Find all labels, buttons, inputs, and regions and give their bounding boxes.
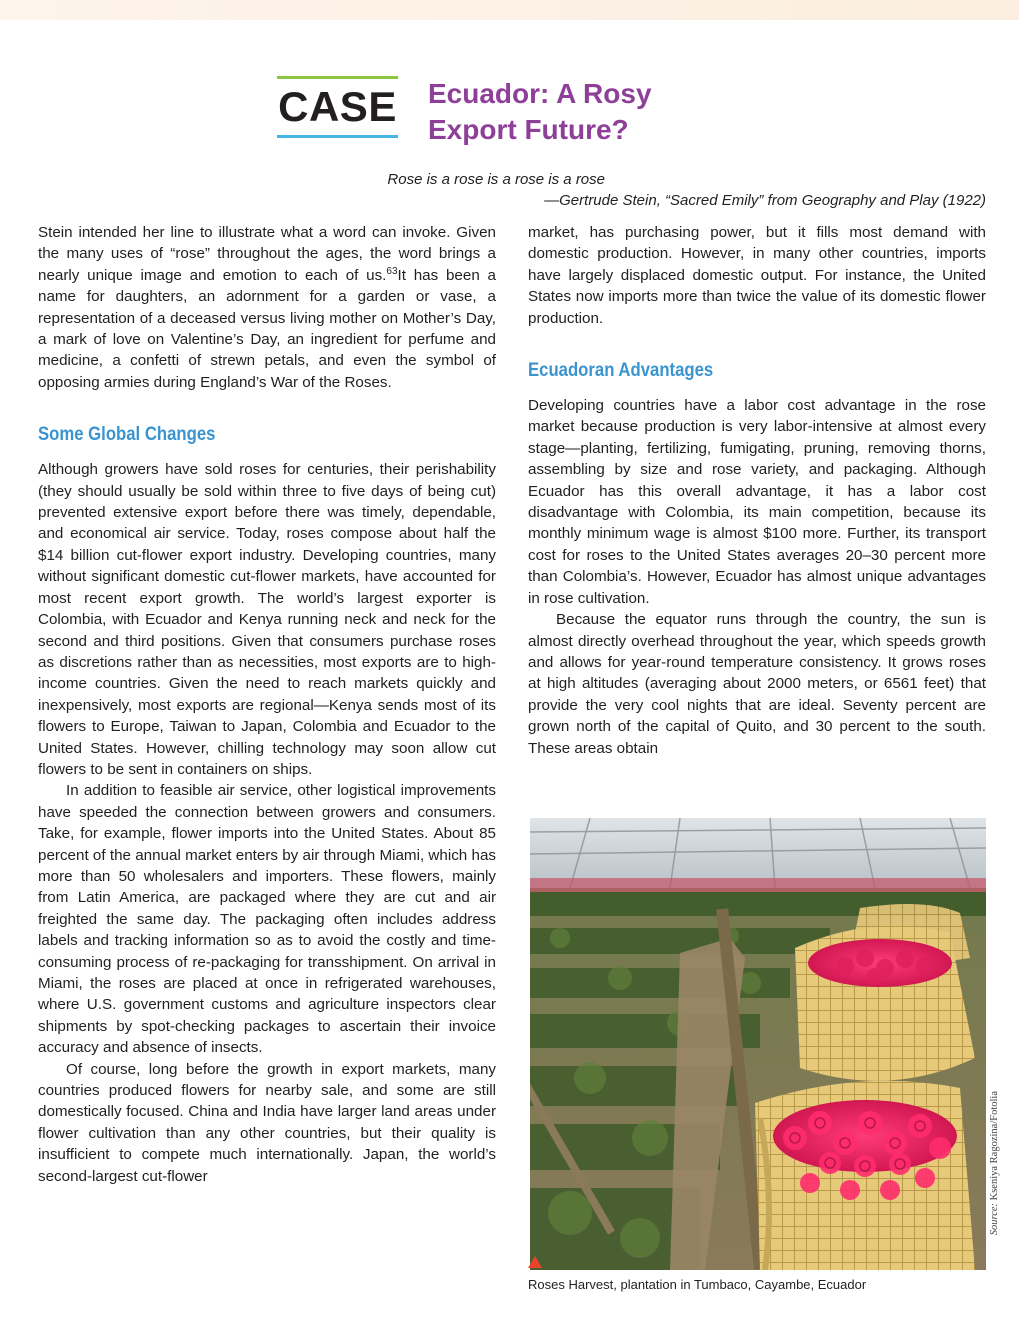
case-label: CASE (278, 83, 397, 130)
intro-paragraph (38, 222, 496, 393)
body-paragraph: Of course, long before the growth in export markets, many countries produced flowers for nearby sale, and some are still domestically focused. China and India have larger land areas under flower cultivation than any other countries, but their quality is insufficient to compete much internationally. Japan, the world’s second-largest cut-flower (38, 1060, 496, 1185)
photo-credit (988, 1091, 1002, 1291)
case-label-block (277, 76, 401, 140)
photo-credit-name: Kseniya Ragozina/Fotolia (989, 1091, 1000, 1201)
caption-triangle-icon (528, 1256, 542, 1268)
case-title-line-2: Export Future? (428, 114, 629, 145)
body-paragraph: Because the equator runs through the country, the sun is almost directly overhead throughout the year, which speeds growth and allows for year-round temperature consistency. It grows roses at high altitudes (averaging about 2000 meters, or 6561 feet) that provide the very cool nights that are ideal. Seventy percent are grown north of the capital of Quito, and 30 percent to the south. These areas obtain (528, 611, 986, 757)
case-rule-top (277, 76, 398, 79)
rose-harvest-photo (530, 818, 986, 1270)
intro-text-part-1: Stein intended her line to illustrate what a word can invoke. Given the many uses of “rose” throughout the ages, the word brings a nearly unique image and emotion to each of us. (38, 224, 496, 284)
left-column (38, 222, 496, 1187)
photo-credit-source: Source: (989, 1202, 1000, 1236)
body-paragraph: In addition to feasible air service, other logistical improvements have speeded the connection between growers and consumers. Take, for example, flower imports into the United States. About 85 percent of the annual market enters by air through Miami, which has more than 50 wholesalers and importers. These flowers, mainly from Latin America, are packaged where they are cut and air freighted the same day. The packaging often includes address labels and tracking information so as to avoid the costly and time-consuming process of re-packaging for transshipment. On arrival in Miami, the roses are placed at once in refrigerated warehouses, where U.S. government customs and agriculture inspectors clear shipments by spot-checking packages to ascertain their invoice accuracy and absence of insects. (38, 782, 496, 1057)
epigraph-attribution: —Gertrude Stein, “Sacred Emily” from Geography and Play (1922) (544, 192, 986, 209)
right-column (528, 222, 986, 759)
body-paragraph: Although growers have sold roses for centuries, their perishability (they should usually be sold within three to five days of being cut) prevented extensive export before there was timely, dependable, and economical air service. Today, roses compose about half the $14 billion cut-flower export industry. Developing countries, many without significant domestic cut-flower markets, have accounted for most recent export growth. The world’s largest exporter is Colombia, with Ecuador and Kenya running neck and neck for the second and third positions. Given that consumers purchase roses as discretions rather than as necessities, most exports are to high-income countries. Given the need to reach markets quickly and inexpensively, most exports are regional—Kenya sends most of its flowers to Europe, Taiwan to Japan, Colombia and Ecuador to the United States. However, chilling technology may soon allow cut flowers to be sent in containers on ships. (38, 461, 496, 778)
case-title-line-1: Ecuador: A Rosy (428, 78, 652, 109)
page-top-band (0, 0, 1019, 20)
section-heading-ecuadoran-advantages: Ecuadoran Advantages (528, 360, 714, 382)
case-title (428, 76, 728, 148)
photo-caption: Roses Harvest, plantation in Tumbaco, Cayambe, Ecuador (528, 1277, 867, 1292)
case-rule-bottom (277, 135, 398, 138)
epigraph-quote: Rose is a rose is a rose is a rose (387, 171, 605, 188)
footnote-ref: 63 (386, 265, 398, 277)
body-paragraph: market, has purchasing power, but it fills most demand with domestic production. However, in many other countries, imports have largely displaced domestic output. For instance, the United States now imports more than twice the value of its domestic flower production. (528, 224, 986, 327)
body-paragraph: Developing countries have a labor cost advantage in the rose market because production is very labor-intensive at almost every stage—planting, fertilizing, fumigating, pruning, removing thorns, assembling by size and rose variety, and packaging. Although Ecuador has this overall advantage, it has a labor cost disadvantage with Colombia, its main competition, because its monthly minimum wage is almost $100 more. Further, its transport cost for roses to the United States averages 20–30 percent more than Colombia’s. However, Ecuador has almost unique advantages in rose cultivation. (528, 397, 986, 607)
intro-text-part-2: It has been a name for daughters, an adornment for a garden or vase, a representation of a deceased versus living mother on Mother’s Day, a mark of love on Valentine’s Day, an ingredient for perfume and medicine, a confetti of strewn petals, and even the symbol of opposing armies during England’s War of the Roses. (38, 266, 496, 391)
section-heading-global-changes: Some Global Changes (38, 424, 216, 446)
